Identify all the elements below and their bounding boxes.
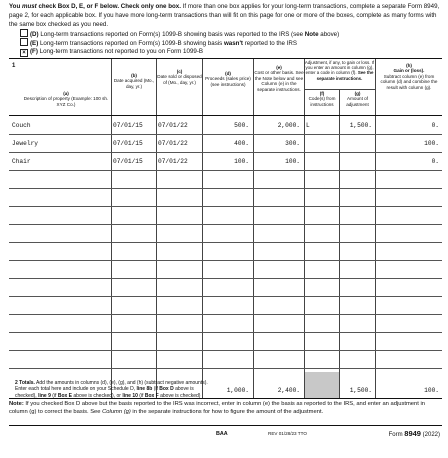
row-divider (9, 260, 442, 261)
col-c-header: (c) Date sold or disposed of (Mo., day, yr.) (157, 69, 202, 85)
total-cost-basis[interactable]: 2,400. (277, 387, 300, 394)
col-divider (253, 59, 254, 398)
gain-loss-cell[interactable]: 0. (431, 122, 439, 129)
total-adjustment[interactable]: 1,500. (349, 387, 372, 394)
col-g-header: (g) Amount of adjustment (346, 91, 369, 107)
adjustment-divider (304, 89, 375, 90)
adjustment-cell[interactable]: 1,500. (349, 122, 372, 129)
description-cell[interactable]: Couch (12, 122, 31, 129)
box-f-option[interactable]: ×(F) Long-term transactions not reported to you on Form 1099-B (20, 47, 203, 57)
cost-basis-cell[interactable]: 2,000. (277, 122, 300, 129)
date-sold-cell[interactable]: 07/01/22 (158, 140, 188, 147)
code-cell[interactable]: L (306, 122, 310, 129)
date-acquired-cell[interactable]: 07/01/15 (113, 140, 143, 147)
gain-loss-cell[interactable]: 100. (424, 140, 439, 147)
header-divider (9, 115, 442, 116)
col-divider (375, 59, 376, 398)
row-divider (9, 332, 442, 333)
box-d-checkbox[interactable] (20, 29, 28, 37)
row-divider (9, 278, 442, 279)
col-divider (339, 89, 340, 398)
description-cell[interactable]: Jewelry (12, 140, 38, 147)
line-number: 1 (12, 63, 16, 69)
gain-loss-cell[interactable]: 0. (431, 158, 439, 165)
proceeds-cell[interactable]: 100. (234, 158, 249, 165)
proceeds-cell[interactable]: 400. (234, 140, 249, 147)
col-f-header: (f) Code(s) from instructions (308, 91, 336, 107)
date-sold-cell[interactable]: 07/01/22 (158, 122, 188, 129)
box-f-checkbox[interactable] (20, 49, 28, 57)
cost-basis-cell[interactable]: 300. (285, 140, 300, 147)
date-acquired-cell[interactable]: 07/01/15 (113, 158, 143, 165)
total-gain-loss[interactable]: 100. (424, 387, 439, 394)
description-cell[interactable]: Chair (12, 158, 31, 165)
col-a-header: (a) Description of property (Example: 100 sh. XYZ Co.) (23, 91, 109, 107)
proceeds-cell[interactable]: 500. (234, 122, 249, 129)
row-divider (9, 368, 442, 369)
box-e-checkbox[interactable] (20, 38, 28, 46)
row-divider (9, 314, 442, 315)
col-divider (156, 59, 157, 398)
box-e-option[interactable]: (E) Long-term transactions reported on Form(s) 1099-B showing basis wasn't reported to the IRS (20, 38, 297, 48)
total-proceeds[interactable]: 1,000. (226, 387, 249, 394)
baa-label: BAA (216, 431, 228, 437)
box-d-option[interactable]: (D) Long-term transactions reported on Form(s) 1099-B showing basis was reported to the IRS (see Note above) (20, 29, 339, 39)
date-acquired-cell[interactable]: 07/01/15 (113, 122, 143, 129)
date-sold-cell[interactable]: 07/01/22 (158, 158, 188, 165)
row-divider (9, 296, 442, 297)
col-d-header: (d) Proceeds (sales price) (see instructions) (205, 71, 251, 87)
col-h-header: (h) Gain or (loss). Subtract column (e) from column (d) and combine the result with column (g). (380, 63, 438, 90)
row-divider (9, 152, 442, 153)
instructions-text: You must check Box D, E, or F below. Check only one box. If more than one box applies for your long-term transactions, complete a separate Form 8949, page 2, for each applicable box. If you have more long-term transactions than will fit on this page for one or more of the boxes, complete as many forms with the same box checked as you need. (9, 3, 440, 28)
row-divider (9, 188, 442, 189)
col-b-header: (b) Date acquired (Mo., day, yr.) (113, 73, 155, 89)
totals-f-shaded (305, 372, 339, 398)
col-divider (202, 59, 203, 398)
form-name: Form 8949 (2022) (388, 429, 440, 438)
col-divider (111, 59, 112, 398)
transactions-table (9, 58, 442, 399)
row-divider (9, 242, 442, 243)
adjustment-header: Adjustment, if any, to gain or loss. If you enter an amount in column (g), enter a code in column (f). See the separate instructions. (304, 60, 375, 81)
cost-basis-cell[interactable]: 100. (285, 158, 300, 165)
row-divider (9, 134, 442, 135)
footer-divider (9, 425, 442, 426)
row-divider (9, 206, 442, 207)
row-divider (9, 350, 442, 351)
row-divider (9, 224, 442, 225)
note-text: Note: If you checked Box D above but the basis reported to the IRS was incorrect, enter in column (e) the basis as reported to the IRS, and enter an adjustment in column (g) to correct the basis. See Column (g) in the separate instructions for how to figure the amount of the adjustment. (9, 401, 425, 416)
revision-label: REV 01/28/23 TTO (268, 431, 307, 436)
col-divider (304, 59, 305, 398)
totals-label: 2 Totals. Add the amounts in columns (d), (e), (g), and (h) (subtract negative amounts). Enter each total here and include on your Schedule D, line 8b (if Box D above is checked), line 9 (if Box E above is checked), or line 10 (if Box F above is checked) (15, 380, 208, 399)
col-e-header: (e) Cost or other basis. See the Note below and see Column (e) in the separate instructions. (254, 65, 304, 92)
row-divider (9, 170, 442, 171)
